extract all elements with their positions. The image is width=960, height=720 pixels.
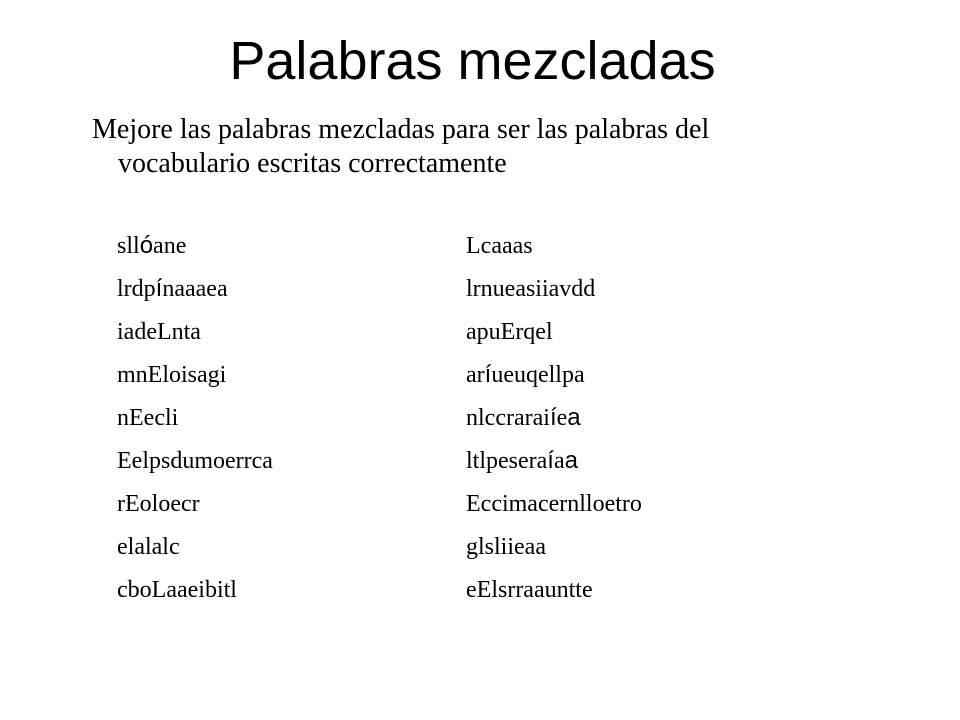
instructions-text: Mejore las palabras mezcladas para ser las palabras del vocabulario escritas correctamente xyxy=(92,114,710,179)
word-segment: lrdp xyxy=(117,276,156,302)
scrambled-words-left-column xyxy=(117,229,273,616)
scrambled-word xyxy=(117,444,273,487)
word-segment: rEoloecr xyxy=(117,491,200,517)
scrambled-word xyxy=(466,358,642,401)
scrambled-word xyxy=(466,401,642,444)
scrambled-word xyxy=(117,229,273,272)
word-segment: e xyxy=(556,405,568,431)
scrambled-word xyxy=(117,530,273,573)
slide-title: Palabras mezcladas xyxy=(229,31,716,91)
scrambled-word xyxy=(117,272,273,315)
word-segment: ltlpesera xyxy=(466,448,548,474)
word-segment: nEecli xyxy=(117,405,179,431)
word-segment: lrnueasiiavdd xyxy=(466,276,596,302)
word-segment: ueuqellpa xyxy=(491,362,585,388)
scrambled-word xyxy=(117,315,273,358)
word-segment: a xyxy=(564,447,578,474)
word-segment: ó xyxy=(139,232,154,259)
word-segment: ar xyxy=(466,362,485,388)
word-segment: sll xyxy=(117,233,140,259)
word-segment: eElsrraauntte xyxy=(466,577,593,603)
word-segment: glsliieaa xyxy=(466,534,546,560)
word-segment: í xyxy=(549,404,557,431)
word-segment: elalalc xyxy=(117,534,180,560)
word-segment: cboLaaeibitl xyxy=(117,577,237,603)
instructions xyxy=(92,113,812,181)
scrambled-words-right-column xyxy=(466,229,642,616)
word-segment: nlccrarai xyxy=(466,405,550,431)
scrambled-word xyxy=(117,358,273,401)
scrambled-word xyxy=(466,272,642,315)
scrambled-word xyxy=(466,487,642,530)
word-segment: a xyxy=(567,404,581,431)
scrambled-word xyxy=(117,573,273,616)
word-segment: naaaea xyxy=(162,276,228,302)
word-segment: í xyxy=(547,447,554,474)
word-segment: Eccimacernlloetro xyxy=(466,491,642,517)
scrambled-word xyxy=(466,315,642,358)
scrambled-word xyxy=(466,444,642,487)
word-segment: í xyxy=(484,361,492,388)
scrambled-word xyxy=(466,229,642,272)
word-segment: iadeLnta xyxy=(117,319,201,345)
word-segment: mnEloisagi xyxy=(117,362,227,388)
scrambled-word xyxy=(117,487,273,530)
scrambled-word xyxy=(466,573,642,616)
word-segment: Lcaaas xyxy=(466,233,533,259)
scrambled-word xyxy=(466,530,642,573)
word-segment: í xyxy=(155,275,163,302)
word-segment: Eelpsdumoerrca xyxy=(117,448,273,474)
word-segment: a xyxy=(553,448,565,474)
word-segment: apuErqel xyxy=(466,319,553,345)
word-segment: ane xyxy=(153,233,187,259)
scrambled-word xyxy=(117,401,273,444)
